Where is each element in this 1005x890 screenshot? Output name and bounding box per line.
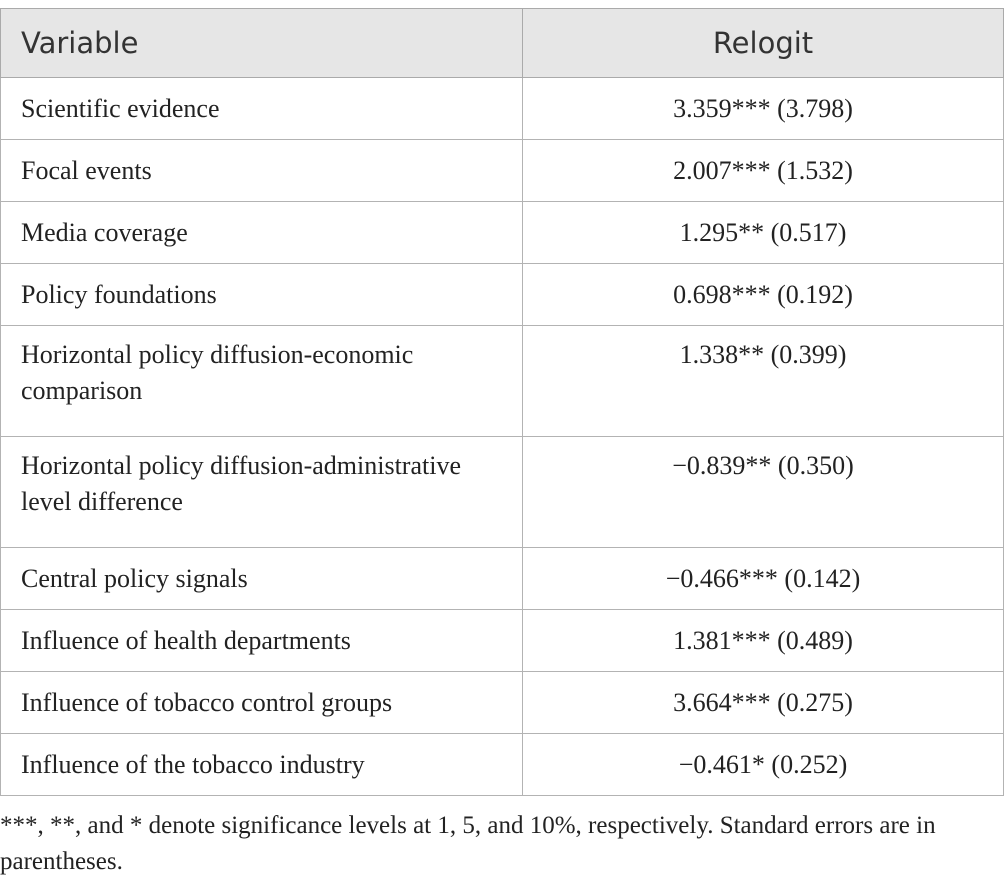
coefficient-cell: −0.466*** (0.142) <box>523 548 1004 610</box>
table-row <box>1 202 1004 264</box>
variable-cell: Policy foundations <box>1 264 523 326</box>
table-footnote: ***, **, and * denote significance levels at 1, 5, and 10%, respectively. Standard errors are in parentheses. <box>0 812 936 875</box>
regression-results-table <box>0 8 1004 796</box>
variable-cell: Focal events <box>1 140 523 202</box>
variable-cell: Media coverage <box>1 202 523 264</box>
table-row <box>1 734 1004 796</box>
variable-cell: Influence of tobacco control groups <box>1 672 523 734</box>
table-row <box>1 610 1004 672</box>
coefficient-cell: 0.698*** (0.192) <box>523 264 1004 326</box>
variable-cell: Central policy signals <box>1 548 523 610</box>
variable-cell: Horizontal policy diffusion-economic comparison <box>1 326 523 437</box>
coefficient-cell: −0.461* (0.252) <box>523 734 1004 796</box>
coefficient-cell: 2.007*** (1.532) <box>523 140 1004 202</box>
relogit-column-header: Relogit <box>523 9 1004 78</box>
coefficient-cell: 3.664*** (0.275) <box>523 672 1004 734</box>
table-row <box>1 264 1004 326</box>
table-row <box>1 326 1004 437</box>
table-row <box>1 78 1004 140</box>
variable-cell: Influence of the tobacco industry <box>1 734 523 796</box>
table-row <box>1 437 1004 548</box>
coefficient-cell: 1.295** (0.517) <box>523 202 1004 264</box>
coefficient-cell: 1.338** (0.399) <box>523 326 1004 437</box>
variable-cell: Horizontal policy diffusion-administrative level difference <box>1 437 523 548</box>
coefficient-cell: 1.381*** (0.489) <box>523 610 1004 672</box>
table-row <box>1 672 1004 734</box>
table-header-row <box>1 9 1004 78</box>
coefficient-cell: −0.839** (0.350) <box>523 437 1004 548</box>
table-row <box>1 140 1004 202</box>
table-row <box>1 548 1004 610</box>
variable-column-header: Variable <box>1 9 523 78</box>
results-table-container <box>0 8 1003 880</box>
variable-cell: Scientific evidence <box>1 78 523 140</box>
variable-cell: Influence of health departments <box>1 610 523 672</box>
coefficient-cell: 3.359*** (3.798) <box>523 78 1004 140</box>
